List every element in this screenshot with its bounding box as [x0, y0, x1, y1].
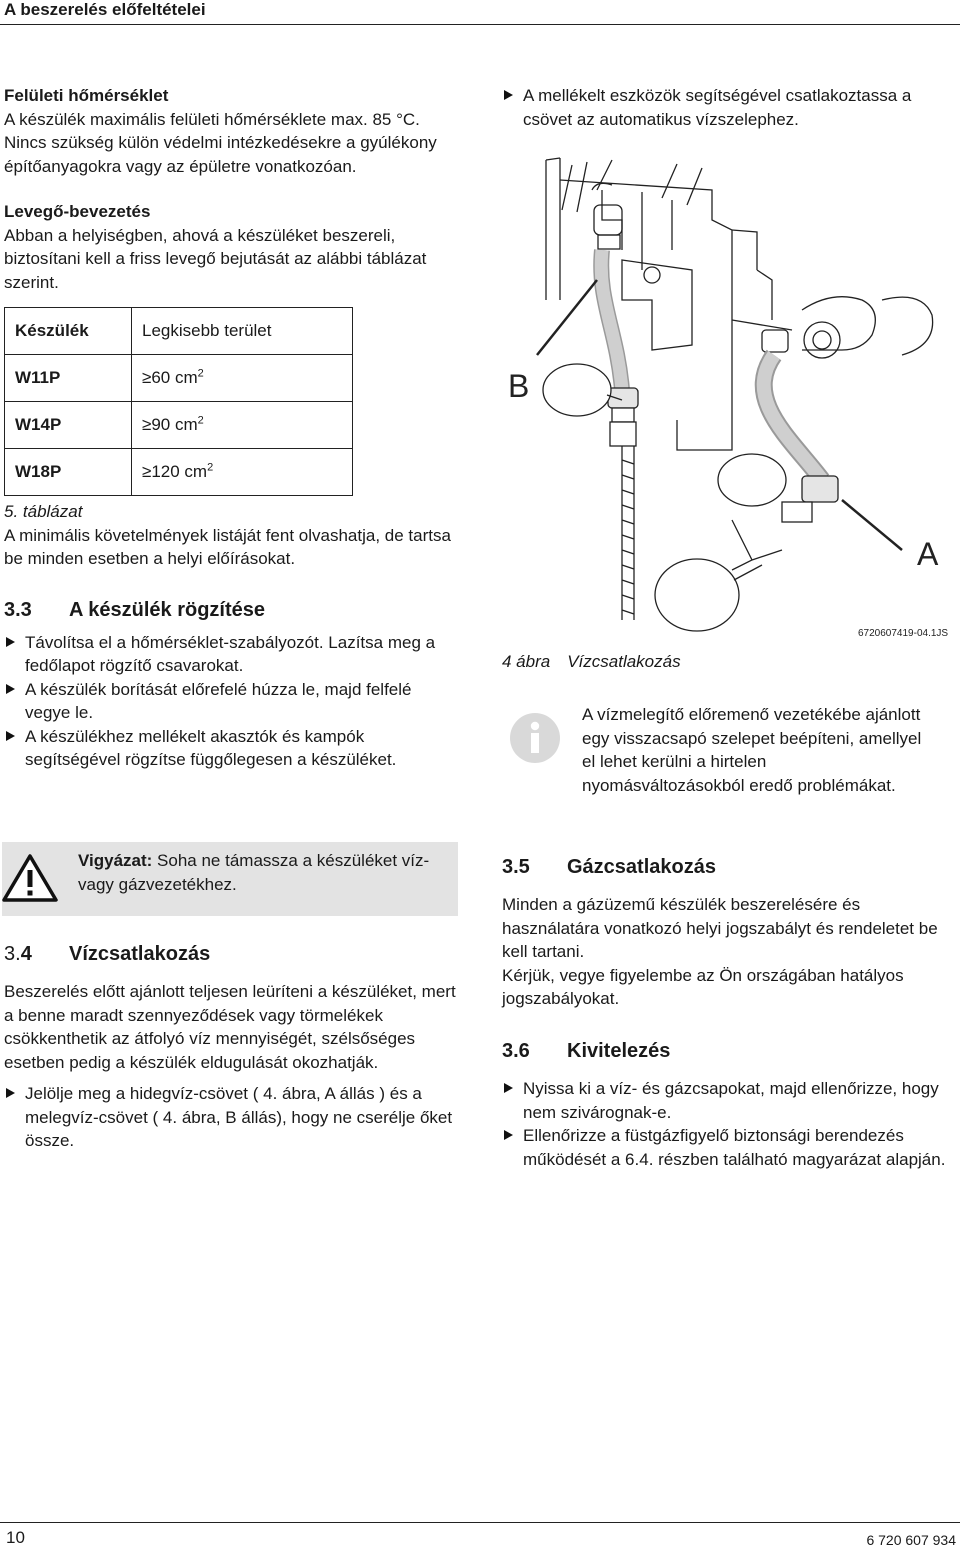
table-caption: 5. táblázat: [4, 502, 83, 521]
right-column-intro: [502, 84, 958, 131]
info-icon: [509, 712, 561, 764]
section-34-list: [4, 1082, 459, 1153]
section-34: [4, 941, 459, 1153]
table-row: [5, 402, 353, 449]
table-row: [5, 355, 353, 402]
list-item: Jelölje meg a hidegvíz-csövet ( 4. ábra, A állás ) és a melegvíz-csövet ( 4. ábra, B állás), hogy ne cserélje őket össze.: [4, 1082, 459, 1153]
figure-caption-text: Vízcsatlakozás: [567, 652, 681, 671]
section-number: 3.4: [4, 943, 32, 965]
warning-triangle-icon: [2, 853, 58, 903]
table-cell-device: W11P: [5, 355, 132, 402]
section-35-heading: [502, 854, 958, 880]
arrow-bullet-icon: [6, 684, 15, 694]
figure-label-b: B: [508, 368, 530, 404]
table-cell-area: [132, 355, 353, 402]
section-35-text-1: Minden a gázüzemű készülék beszerelésére és használatára vonatkozó helyi jogszabályt és rendeletet be kell tartani.: [502, 895, 938, 961]
list-item: A készülékhez mellékelt akasztók és kampók segítségével rögzítse függőlegesen a készüléket.: [4, 725, 459, 772]
section-33-list: [4, 631, 459, 772]
warning-text: Vigyázat: Soha ne támassza a készüléket víz- vagy gázvezetékhez.: [78, 851, 430, 894]
page-header-title: A beszerelés előfeltételei: [4, 0, 206, 19]
figure-caption: [502, 650, 681, 674]
section-34-text: Beszerelés előtt ajánlott teljesen leüríteni a készüléket, mert a benne maradt szennyeződések vagy törmelékek csökkenthetik az átfolyó víz mennyiségét, szélsőséges esetben pedig a készülék eldugulását okozhatják.: [4, 982, 456, 1072]
section-number: 3.6: [502, 1040, 530, 1062]
figure-label-a: A: [917, 536, 939, 572]
document-number: 6 720 607 934: [866, 1532, 956, 1548]
arrow-bullet-icon: [6, 1088, 15, 1098]
geq-symbol: ≥: [142, 462, 152, 481]
area-value: 120 cm: [151, 462, 208, 481]
section-title: Kivitelezés: [567, 1040, 671, 1062]
list-item: Ellenőrizze a füstgázfigyelő biztonsági berendezés működését a 6.4. részben található magyarázat alapján.: [502, 1124, 958, 1171]
surface-temp-heading: Felületi hőmérséklet: [4, 86, 169, 105]
section-number: 3.3: [4, 598, 32, 621]
arrow-bullet-icon: [504, 90, 513, 100]
table-cell-device: W14P: [5, 402, 132, 449]
list-item: A mellékelt eszközök segítségével csatlakoztassa a csövet az automatikus vízszelephez.: [502, 84, 958, 131]
table-cell-area: [132, 402, 353, 449]
area-value: 60 cm: [151, 368, 198, 387]
section-35: [502, 854, 958, 1011]
list-item: Távolítsa el a hőmérséklet-szabályozót. Lazítsa meg a fedőlapot rögzítő csavarokat.: [4, 631, 459, 678]
table-header-device: Készülék: [5, 308, 132, 355]
area-exponent: 2: [197, 414, 204, 427]
section-number: 3.5: [502, 856, 530, 878]
table-header-area: Legkisebb terület: [132, 308, 353, 355]
section-title: Vízcsatlakozás: [69, 943, 211, 965]
table-header-row: [5, 308, 353, 355]
figure-water-connection: [502, 150, 958, 642]
page-number: 10: [6, 1528, 25, 1547]
figure-code: 6720607419-04.1JS: [858, 628, 949, 639]
table-note: A minimális követelmények listáját fent olvashatja, de tartsa be minden esetben a helyi előírásokat.: [4, 525, 451, 568]
water-connection-illustration: [502, 150, 958, 642]
surface-temp-text: A készülék maximális felületi hőmérséklete max. 85 °C. Nincs szükség külön védelmi intézkedésekre a gyúlékony építőanyagokra vagy az épületre vonatkozóan.: [4, 109, 437, 176]
table-cell-device: W18P: [5, 449, 132, 496]
left-column: [4, 84, 459, 772]
geq-symbol: ≥: [142, 368, 152, 387]
section-title: Gázcsatlakozás: [567, 856, 716, 878]
warning-label: Vigyázat:: [78, 851, 153, 870]
air-requirement-table: [4, 307, 353, 496]
figure-caption-number: 4 ábra: [502, 652, 551, 671]
list-item: Nyissa ki a víz- és gázcsapokat, majd ellenőrizze, hogy nem szivárognak-e.: [502, 1077, 958, 1124]
list-item: A készülék borítását előrefelé húzza le, majd felfelé vegye le.: [4, 678, 459, 725]
table-row: [5, 449, 353, 496]
section-36-heading: [502, 1038, 958, 1064]
page-header: [0, 0, 960, 25]
right-intro-list: [502, 84, 958, 131]
section-34-heading: [4, 941, 459, 967]
area-value: 90 cm: [151, 415, 198, 434]
air-supply-heading: Levegő-bevezetés: [4, 202, 151, 221]
section-36: [502, 1038, 958, 1171]
area-exponent: 2: [207, 461, 214, 474]
warning-box: [2, 842, 458, 916]
arrow-bullet-icon: [504, 1130, 513, 1140]
air-supply-text: Abban a helyiségben, ahová a készüléket beszereli, biztosítani kell a friss levegő bejutását az alábbi táblázat szerint.: [4, 225, 427, 292]
area-exponent: 2: [197, 367, 204, 380]
arrow-bullet-icon: [504, 1083, 513, 1093]
page-footer: [0, 1522, 960, 1548]
section-36-list: [502, 1077, 958, 1171]
arrow-bullet-icon: [6, 731, 15, 741]
section-33-heading: [4, 597, 459, 623]
info-text: A vízmelegítő előremenő vezetékébe ajánlott egy visszacsapó szelepet beépíteni, amellyel el lehet kerülni a hirtelen nyomásváltozásokból eredő problémákat.: [582, 705, 922, 795]
geq-symbol: ≥: [142, 415, 152, 434]
table-cell-area: [132, 449, 353, 496]
arrow-bullet-icon: [6, 637, 15, 647]
section-title: A készülék rögzítése: [69, 598, 266, 621]
section-35-text-2: Kérjük, vegye figyelembe az Ön országában hatályos jogszabályokat.: [502, 965, 904, 1008]
